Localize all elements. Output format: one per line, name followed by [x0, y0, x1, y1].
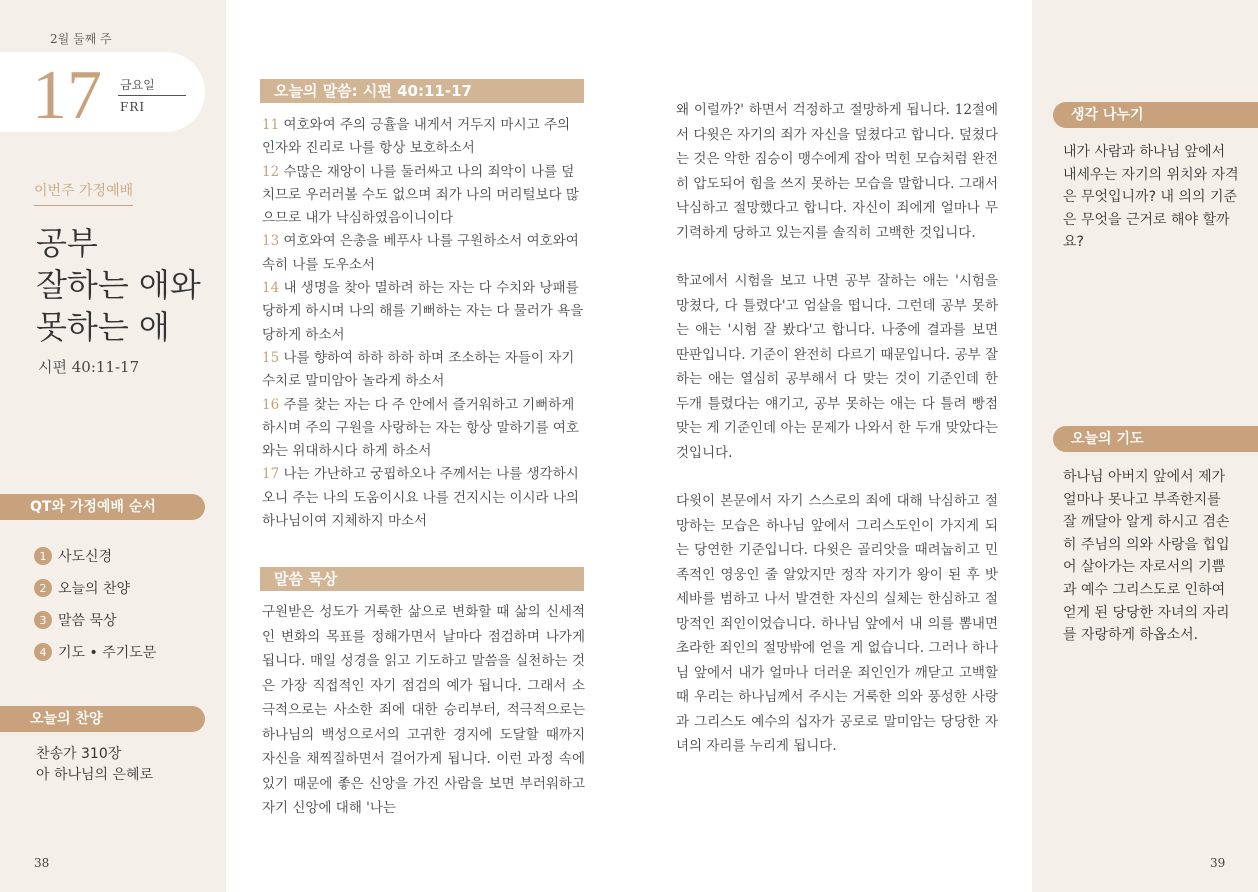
verse-number: 17	[262, 466, 280, 483]
verse-text: 주를 찾는 자는 다 주 안에서 즐거워하고 기뻐하게 하시며 주의 구원을 사랑하는 자는 항상 말하기를 여호와는 위대하시다 하게 하소서	[262, 396, 579, 460]
step-label: 사도신경	[58, 549, 113, 565]
step-number: 3	[34, 611, 52, 629]
meditation-text: 구원받은 성도가 거룩한 삶으로 변화할 때 삶의 신세적인 변화의 목표를 정해가면서 날마다 점검하며 나가게 됩니다. 매일 성경을 읽고 기도하고 말씀을 실천하는 것은 가장 직접적인 자기 점검의 예가 됩니다. 그래서 소극적으로는 사소한 죄에 대한 승리부터, 적극적으로는 하나님의 백성으로서의 고귀한 경지에 도달할 때까지 자신을 채찍질하면서 걸어가게 됩니다. 이런 과정 속에 있기 때문에 좋은 신앙을 가진 사람을 보면 부러워하고 자기 신앙에 대해 '나는	[262, 604, 585, 816]
share-heading: 생각 나누기	[1053, 102, 1258, 128]
share-question: 내가 사람과 하나님 앞에서 내세우는 자기의 위치와 자격은 무엇입니까? 내 의의 기준은 무엇을 근거로 해야 할까요?	[1063, 144, 1239, 251]
hymn-title: 아 하나님의 은혜로	[36, 767, 154, 783]
step-label: 기도 • 주기도문	[58, 645, 157, 661]
scripture-verses	[262, 114, 585, 533]
verse-number: 12	[262, 163, 280, 180]
verse-text: 나는 가난하고 궁핍하오나 주께서는 나를 생각하시오니 주는 나의 도움이시요 나를 건지시는 이시라 나의 하나님이여 지체하지 마소서	[262, 466, 579, 530]
verse	[262, 280, 583, 343]
scripture-reference: 시편 40:11-17	[38, 358, 140, 376]
verse	[262, 117, 570, 156]
verse	[262, 397, 579, 460]
verse-text: 내 생명을 찾아 멸하려 하는 자는 다 수치와 낭패를 당하게 하시며 나의 해를 기뻐하는 자는 다 물러가 욕을 당하게 하소서	[262, 280, 584, 343]
weekday-english: FRI	[120, 100, 146, 114]
verse	[262, 466, 579, 529]
page-title	[36, 222, 201, 348]
list-item	[34, 604, 156, 636]
verse-text: 여호와여 은총을 베푸사 나를 구원하소서 여호와여 속히 나를 도우소서	[262, 233, 579, 273]
verse	[262, 164, 579, 227]
order-heading: QT와 가정예배 순서	[0, 494, 205, 520]
paragraph: 학교에서 시험을 보고 나면 공부 잘하는 애는 '시험을 망쳤다, 다 틀렸다'고 엄살을 떱니다. 그런데 공부 못하는 애는 '시험 잘 봤다'고 합니다. 나중에 결과를 보면 딴판입니다. 기준이 완전히 다르기 때문입니다. 공부 잘하는 애는 열심히 공부해서 다 맞는 것이 기준인데 한 두개 틀렸다는 얘기고, 공부 못하는 애는 다 틀려 빵점 맞는 게 기준인데 아는 문제가 나와서 한 두개 맞았다는 것입니다.	[676, 273, 998, 461]
step-number: 4	[34, 643, 52, 661]
page-number-left: 38	[34, 856, 50, 870]
word-heading: 오늘의 말씀: 시편 40:11-17	[260, 79, 584, 103]
step-number: 2	[34, 579, 52, 597]
weekday-divider	[118, 95, 186, 96]
verse-number: 13	[262, 233, 280, 250]
hymn-number: 찬송가 310장	[36, 746, 122, 762]
hymn-heading: 오늘의 찬양	[0, 706, 205, 732]
prayer-text: 하나님 아버지 앞에서 제가 얼마나 못나고 부족한지를 잘 깨달아 알게 하시고 겸손히 주님의 의와 사랑을 힙입어 살아가는 자로서의 기쁨과 예수 그리스도로 인하여 얻게 된 당당한 자녀의 자리를 자랑하게 하옵소서.	[1063, 469, 1230, 644]
meditation-heading: 말씀 묵상	[260, 567, 584, 591]
date-badge	[0, 52, 205, 132]
prayer-heading: 오늘의 기도	[1053, 426, 1258, 452]
step-label: 오늘의 찬양	[58, 581, 131, 597]
verse-number: 16	[262, 396, 280, 413]
list-item	[34, 540, 156, 572]
verse	[262, 350, 574, 389]
verse-text: 나를 향하여 하하 하하 하며 조소하는 자들이 자기 수치로 말미암아 놀라게 하소서	[262, 349, 575, 390]
title-line: 공부	[36, 224, 98, 262]
page-number-right: 39	[1210, 856, 1226, 870]
list-item	[34, 572, 156, 604]
title-line: 잘하는 애와	[36, 266, 201, 304]
step-label: 말씀 묵상	[58, 613, 117, 629]
verse-number: 11	[262, 117, 280, 133]
paragraph: 다윗이 본문에서 자기 스스로의 죄에 대해 낙심하고 절망하는 모습은 하나님 앞에서 그리스도인이 가지게 되는 당연한 기준입니다. 다윗은 골리앗을 때려눕히고 민족적인 영웅인 줄 알았지만 정작 자기가 왕이 된 후 밧세바를 범하고 나서 발견한 자신의 실체는 한심하고 절망적인 죄인이었습니다. 하나님 앞에서 내 의를 뽐내면 초라한 죄인의 절망밖에 얻을 게 없습니다. 그러나 하나님 앞에서 내가 얼마나 더러운 죄인인가 깨닫고 고백할 때 우리는 하나님께서 주시는 거룩한 의와 풍성한 사랑과 그리스도 예수의 십자가 공로로 말미암는 당당한 자녀의 자리를 누리게 됩니다.	[676, 493, 998, 754]
verse-text: 수많은 재앙이 나를 둘러싸고 나의 죄악이 나를 덮치므로 우러러볼 수도 없으며 죄가 나의 머리털보다 많으므로 내가 낙심하였음이니이다	[262, 163, 579, 227]
weekday-korean: 금요일	[120, 78, 155, 92]
day-number: 17	[32, 57, 102, 134]
verse	[262, 233, 579, 272]
verse-number: 14	[262, 280, 280, 297]
list-item	[34, 636, 156, 668]
left-sidebar	[0, 0, 226, 892]
series-label: 이번주 가정예배	[34, 180, 133, 206]
hymn-info	[36, 744, 153, 786]
verse-text: 여호와여 주의 긍휼을 내게서 거두지 마시고 주의 인자와 진리로 나를 항상 보호하소서	[262, 117, 571, 157]
order-list	[34, 540, 156, 668]
week-label: 2월 둘째 주	[50, 32, 112, 46]
verse-number: 15	[262, 349, 280, 366]
paragraph: 왜 이럴까?' 하면서 걱정하고 절망하게 됩니다. 12절에서 다윗은 자기의 죄가 자신을 덮쳤다고 합니다. 덮쳤다는 것은 악한 짐승이 맹수에게 잡아 먹힌 모습처럼 완전히 압도되어 힘을 쓰지 못하는 모습을 말합니다. 그래서 낙심하고 절망했다고 합니다. 자신이 죄에게 얼마나 무기력하게 당하고 있는지를 솔직히 고백한 것입니다.	[676, 102, 998, 241]
step-number: 1	[34, 547, 52, 565]
meditation-continued	[676, 98, 998, 783]
title-line: 못하는 애	[36, 308, 170, 346]
